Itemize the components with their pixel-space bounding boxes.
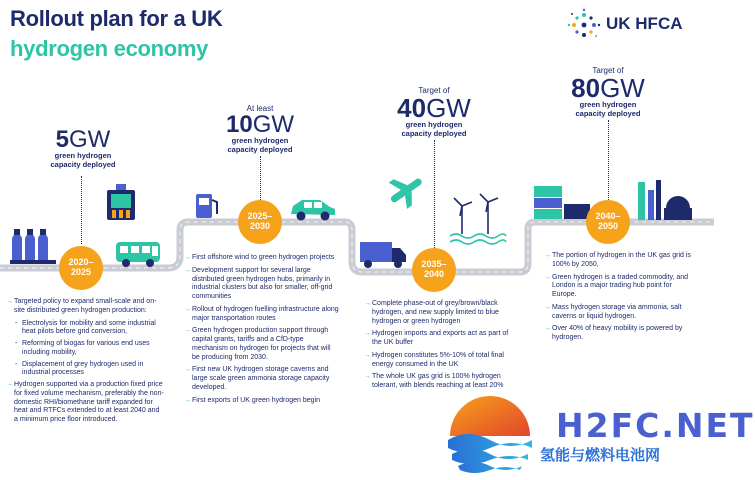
car-icon — [288, 196, 338, 222]
list-item: → Hydrogen imports and exports act as part of the UK buffer — [364, 330, 514, 348]
period-badge-2025-2030: 2025– 2030 — [238, 200, 282, 244]
list-item: → Rollout of hydrogen fuelling infrastructure along major transportation routes — [184, 306, 340, 324]
target-caption: green hydrogen capacity deployed — [50, 151, 116, 169]
list-item: → First offshore wind to green hydrogen projects — [184, 254, 340, 263]
milestone-target-4 — [560, 66, 656, 118]
list-item: → Mass hydrogen storage via ammonia, salt caverns or liquid hydrogen. — [544, 304, 696, 322]
list-item: → The portion of hydrogen in the UK gas grid is 100% by 2050, — [544, 252, 696, 270]
list-item — [6, 298, 164, 316]
column-2040-2050 — [544, 252, 696, 347]
storage-containers-icon — [532, 178, 592, 220]
milestone-target-3 — [386, 86, 482, 138]
connector-4 — [608, 120, 609, 200]
period-badge-2020-2025: 2020– 2025 — [59, 246, 103, 290]
connector-1 — [81, 176, 82, 244]
list-item: → Green hydrogen production support through capital grants, tariffs and a CfD-type mechanism on hydrogen for projects that will be producing from 2030. — [184, 327, 340, 362]
milestone-target-1 — [40, 128, 126, 169]
column-2025-2030 — [184, 254, 340, 409]
target-caption: green hydrogen capacity deployed — [401, 120, 467, 138]
airplane-icon — [384, 170, 428, 210]
sub-list-item: - Electrolysis for mobility and some industrial heat pilots before grid conversion, — [6, 320, 164, 338]
list-item-text: Targeted policy to expand small-scale and on-site distributed green hydrogen production: — [14, 298, 157, 314]
list-item: → Complete phase-out of grey/brown/black hydrogen, and new supply limited to blue hydrogen or green hydrogen — [364, 300, 514, 326]
target-value — [214, 113, 306, 137]
list-item: → The whole UK gas grid is 100% hydrogen tolerant, with blends reaching at least 20% — [364, 373, 514, 391]
list-item: → Development support for several large distributed green hydrogen hubs, primarily in industrial clusters but also for smaller, off-grid communities — [184, 267, 340, 302]
page-subtitle: hydrogen economy — [10, 36, 209, 61]
period-badge-2040-2050: 2040– 2050 — [586, 200, 630, 244]
target-unit: GW — [426, 93, 471, 123]
target-number: 40 — [397, 93, 427, 123]
period-badge-2035-2040: 2035– 2040 — [412, 248, 456, 292]
target-prefix: Target of — [418, 86, 450, 95]
target-unit: GW — [69, 126, 111, 153]
column-2035-2040 — [364, 300, 514, 395]
connector-3 — [434, 140, 435, 248]
list-item: → Green hydrogen is a traded commodity, and London is a major trading hub point for Europe. — [544, 274, 696, 300]
target-caption: green hydrogen capacity deployed — [227, 136, 293, 154]
watermark-wave-logo — [444, 396, 536, 476]
truck-icon — [358, 238, 408, 270]
target-number: 10 — [225, 111, 253, 138]
target-value — [40, 128, 126, 152]
target-prefix: At least — [246, 104, 274, 113]
page-title: Rollout plan for a UK — [10, 6, 223, 31]
target-caption: green hydrogen capacity deployed — [575, 100, 641, 118]
sub-list-item: - Displacement of grey hydrogen used in industrial processes — [6, 361, 164, 379]
watermark-text: H2FC.NET — [556, 406, 755, 445]
target-unit: GW — [252, 111, 295, 138]
logo-text: UK HFCA — [606, 14, 683, 33]
list-item: → First new UK hydrogen storage caverns and large scale green ammonia storage capacity developed. — [184, 366, 340, 392]
list-item: → Over 40% of heavy mobility is powered by hydrogen. — [544, 325, 696, 343]
connector-2 — [260, 156, 261, 202]
list-item-text: Hydrogen supported via a production fixed price for fixed volume mechanism, preferably the non-domestic RHI/biomethane tariff expanded for heat and RTFCs extended to at least 2040 and a minimum price floor introduced. — [14, 381, 164, 423]
list-item — [6, 381, 164, 425]
watermark-subtext: 氢能与燃料电池网 — [540, 446, 661, 464]
target-prefix: Target of — [592, 66, 624, 75]
target-value — [386, 95, 482, 121]
gas-cylinders-icon — [8, 226, 62, 266]
wind-turbines-icon — [448, 188, 508, 248]
target-number: 80 — [571, 73, 601, 103]
electrolyser-icon — [104, 182, 138, 222]
column-2020-2025 — [6, 298, 164, 429]
milestone-target-2 — [214, 104, 306, 154]
bus-icon — [114, 240, 162, 268]
sub-list-item: - Reforming of biogas for various end uses including mobility, — [6, 340, 164, 358]
target-value — [560, 75, 656, 101]
list-item: → First exports of UK green hydrogen begin — [184, 397, 340, 406]
refinery-icon — [634, 178, 692, 222]
target-unit: GW — [600, 73, 645, 103]
target-number: 5 — [55, 126, 70, 153]
fuel-pump-icon — [194, 190, 220, 220]
list-item: → Hydrogen constitutes 5%-10% of total final energy consumed in the UK — [364, 352, 514, 370]
